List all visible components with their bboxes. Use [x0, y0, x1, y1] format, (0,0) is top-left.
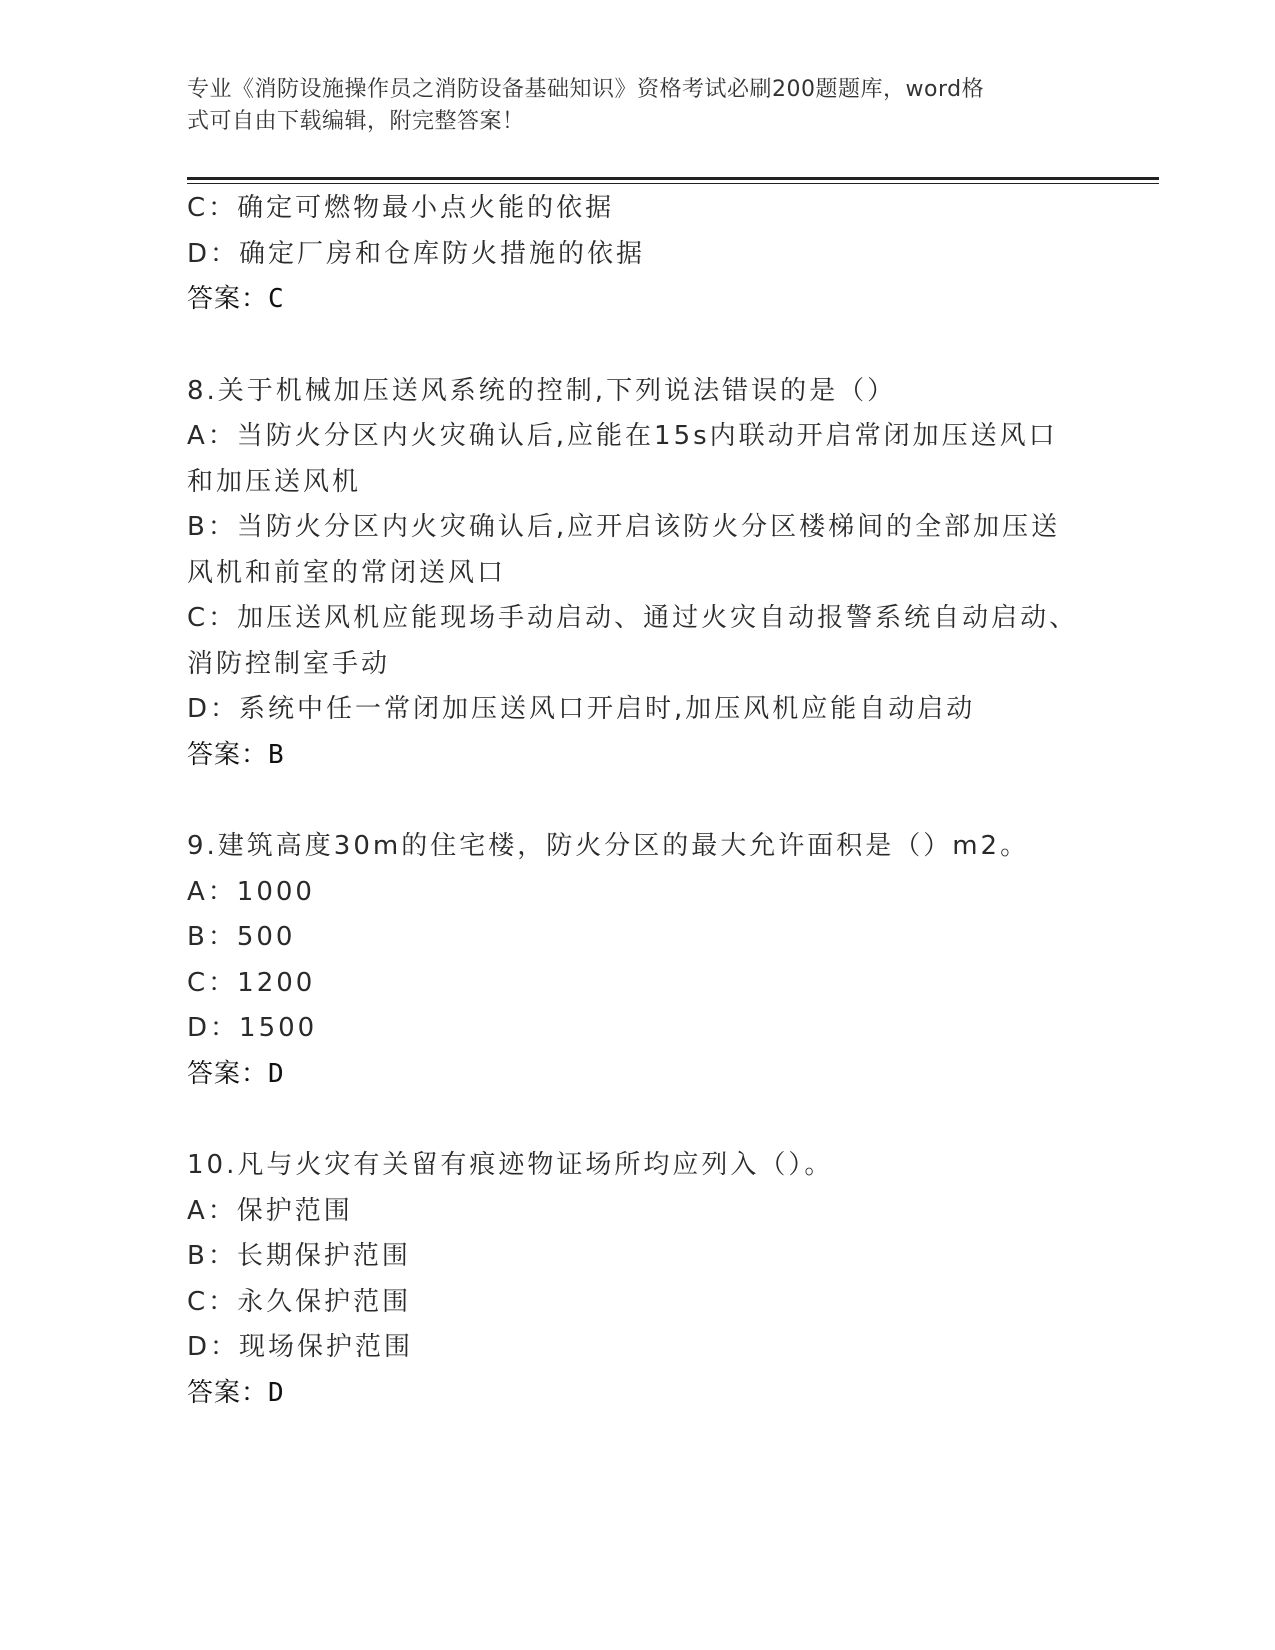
option-a-line-1: A：当防火分区内火灾确认后,应能在15s内联动开启常闭加压送风口 [187, 421, 1058, 451]
answer-label: 答案： [187, 1058, 269, 1089]
option-c-line-2: 消防控制室手动 [187, 648, 391, 679]
option-c: C：确定可燃物最小点火能的依据 [187, 193, 615, 223]
option-a-line-2: 和加压送风机 [187, 466, 362, 497]
option-d: D：确定厂房和仓库防火措施的依据 [187, 238, 646, 269]
question-stem: 9.建筑高度30m的住宅楼，防火分区的最大允许面积是（）m2。 [187, 831, 1030, 861]
answer-value: D [268, 1058, 285, 1089]
answer-value: C [268, 284, 285, 314]
option-b: B：500 [187, 922, 296, 952]
question-10 [187, 1143, 1087, 1416]
question-9 [187, 824, 1087, 1097]
document-header [187, 74, 1067, 138]
option-b-line-2: 风机和前室的常闭送风口 [187, 557, 507, 588]
answer-value: D [268, 1377, 285, 1408]
header-rule-thick [187, 177, 1159, 180]
option-c: C：1200 [187, 967, 316, 998]
answer-label: 答案： [187, 1377, 269, 1408]
answer-label: 答案： [187, 739, 269, 770]
option-d: D：1500 [187, 1013, 318, 1043]
answer-value: B [268, 739, 285, 770]
answer-line [187, 1371, 1087, 1417]
answer-line [187, 733, 1087, 779]
header-rule-thin [187, 183, 1159, 184]
question-stem: 8.关于机械加压送风系统的控制,下列说法错误的是（） [187, 375, 897, 406]
option-b: B：长期保护范围 [187, 1241, 411, 1271]
option-c-line-1: C：加压送风机应能现场手动启动、通过火灾自动报警系统自动启动、 [187, 603, 1079, 633]
option-a: A：1000 [187, 876, 315, 907]
option-b-line-1: B：当防火分区内火灾确认后,应开启该防火分区楼梯间的全部加压送 [187, 512, 1061, 542]
option-c: C：永久保护范围 [187, 1286, 412, 1317]
exam-content [187, 186, 1087, 1416]
option-a: A：保护范围 [187, 1195, 353, 1226]
question-8 [187, 369, 1087, 779]
option-d: D：系统中任一常闭加压送风口开启时,加压风机应能自动启动 [187, 694, 976, 724]
header-title-line-1: 专业《消防设施操作员之消防设备基础知识》资格考试必刷200题题库，word格 [187, 77, 985, 102]
header-title-line-2: 式可自由下载编辑，附完整答案！ [187, 109, 525, 134]
question-7-tail [187, 186, 1087, 323]
question-stem: 10.凡与火灾有关留有痕迹物证场所均应列入（）。 [187, 1150, 834, 1180]
answer-label: 答案： [187, 284, 269, 314]
answer-line [187, 1052, 1087, 1098]
option-d: D：现场保护范围 [187, 1332, 414, 1362]
answer-line [187, 277, 1087, 323]
